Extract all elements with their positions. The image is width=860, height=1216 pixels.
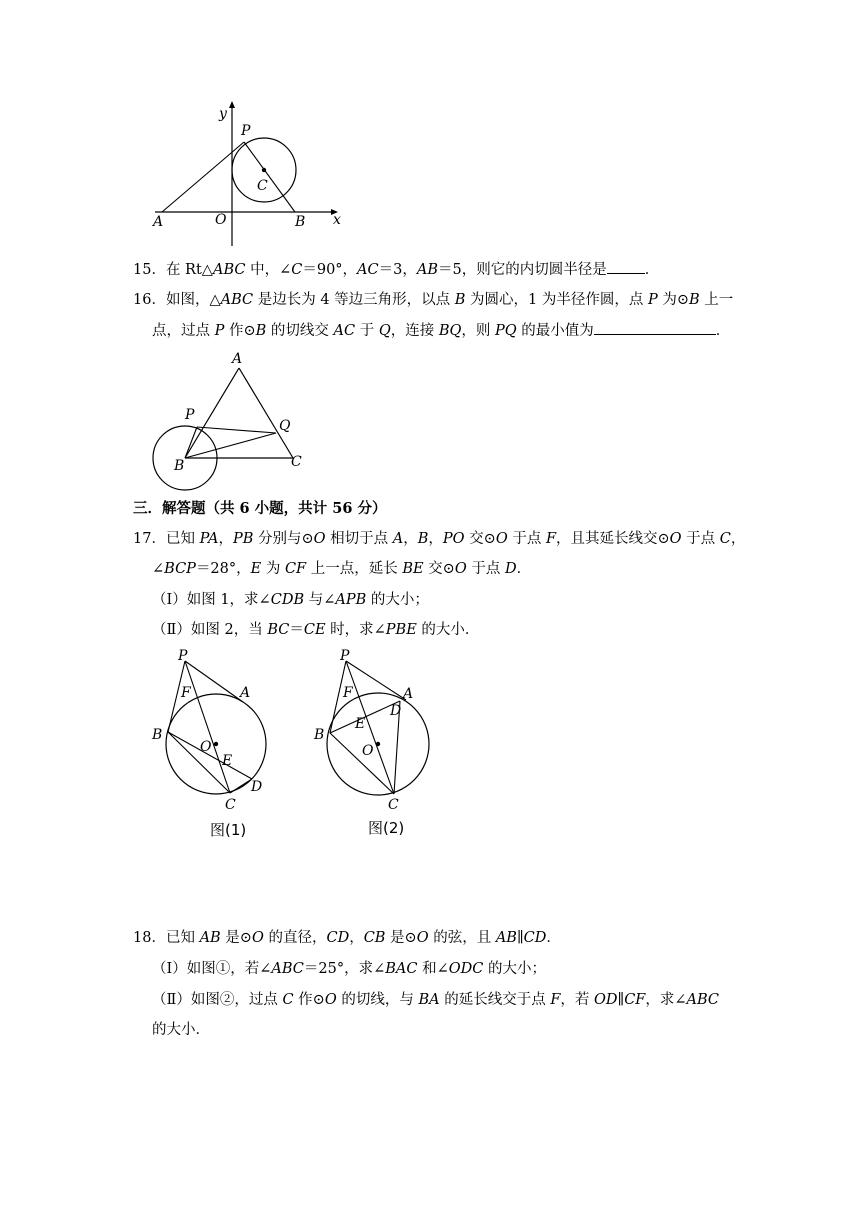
side-ac: [239, 368, 293, 458]
label-o: O: [215, 212, 227, 228]
q17-text: ，: [403, 531, 418, 547]
q17-var: BE: [402, 561, 424, 577]
caption-figure-2: 图(2): [368, 819, 405, 837]
q17-var: APB: [335, 592, 367, 608]
line-pc: [185, 661, 233, 793]
q18-var: O: [251, 930, 264, 946]
q15-text: ＝90°，: [302, 262, 358, 278]
q18-var: ABC: [271, 961, 304, 977]
q17-text: ＝: [289, 622, 304, 638]
q17-var: C: [719, 531, 731, 547]
q18-text: （Ⅱ）如图②，过点: [152, 992, 283, 1008]
q18-var: O: [324, 992, 337, 1008]
q17-text: ，且其延长线交⊙: [556, 531, 670, 547]
figure-q17-2: [312, 645, 442, 843]
label-f: F: [181, 685, 191, 701]
q17-text: 分别与⊙: [253, 531, 314, 547]
q16-var: BQ: [438, 323, 462, 339]
label-b: B: [174, 458, 185, 474]
q17-var: O: [669, 531, 682, 547]
q17-text: 时，求∠: [325, 622, 386, 638]
question-17-part-1: [152, 590, 429, 610]
q16-var: PQ: [494, 323, 517, 339]
q17-text: 17．已知: [133, 531, 200, 547]
answer-blank-15: [607, 259, 645, 274]
q18-text: 是⊙: [385, 930, 417, 946]
label-p: P: [241, 123, 251, 139]
label-c: C: [257, 178, 268, 194]
q17-text: ，: [218, 531, 233, 547]
q18-text: ∥: [516, 930, 524, 946]
tangent-pq: [197, 427, 276, 433]
label-y: y: [219, 106, 227, 122]
question-17-line-1: [133, 529, 745, 549]
y-axis-arrow-icon: [229, 101, 235, 108]
q16-var: AC: [333, 323, 356, 339]
q15-text: 15．在 Rt△: [133, 262, 213, 278]
q16-var: Q: [378, 323, 391, 339]
q17-text: ，: [428, 531, 443, 547]
q16-text: 为圆心，1 为半径作圆，点: [465, 292, 648, 308]
figure-q17-1: [148, 645, 276, 843]
center-o-dot: [214, 742, 218, 746]
label-o: O: [362, 743, 374, 759]
q18-var: BA: [418, 992, 440, 1008]
q17-var: BCP: [164, 561, 196, 577]
tangent-pa: [185, 661, 243, 702]
q17-text: ，: [730, 531, 746, 547]
q17-text: 的大小．: [416, 622, 480, 638]
q18-text: ，: [349, 930, 364, 946]
q15-text: ＝5，则它的内切圆半径是: [438, 262, 607, 278]
question-15: [133, 259, 659, 280]
label-e: E: [222, 753, 233, 769]
label-p: P: [185, 407, 195, 423]
q16-text: 于: [355, 323, 379, 339]
q16-text: 上一: [699, 292, 734, 308]
question-18-part-2: [152, 990, 719, 1010]
q17-var: PO: [442, 531, 465, 547]
label-e: E: [355, 716, 366, 732]
q18-var: O: [416, 930, 429, 946]
center-o-dot: [376, 742, 380, 746]
q17-var: O: [454, 561, 467, 577]
q16-text: ，则: [461, 323, 495, 339]
q16-text: 是边长为 4 等边三角形，以点: [253, 292, 455, 308]
q18-text: ．: [546, 930, 561, 946]
q17-text: 的大小；: [366, 592, 429, 608]
q16-var: P: [214, 323, 225, 339]
line-pc: [346, 661, 394, 794]
q17-var: F: [545, 531, 556, 547]
q15-var: C: [291, 262, 303, 278]
q15-text: ＝3，: [378, 262, 417, 278]
question-18-part-2-cont: 的大小．: [152, 1022, 210, 1038]
q16-text: ．: [715, 323, 731, 339]
q15-text: 中，∠: [245, 262, 292, 278]
q17-var: CDB: [270, 592, 305, 608]
segment-bq: [185, 433, 276, 458]
q18-text: 的延长线交于点: [439, 992, 551, 1008]
chord-bc: [168, 732, 233, 793]
question-18-part-1: [152, 959, 546, 979]
q17-var: D: [504, 561, 517, 577]
q17-var: A: [392, 531, 404, 547]
label-d: D: [390, 703, 402, 719]
q17-text: （Ⅰ）如图 1，求∠: [152, 592, 271, 608]
q18-text: 是⊙: [220, 930, 252, 946]
q18-var: C: [282, 992, 294, 1008]
answer-blank-16: [594, 320, 716, 335]
q17-var: E: [250, 561, 262, 577]
q17-text: ∠: [152, 561, 165, 577]
q16-text: 点，过点: [152, 323, 215, 339]
q17-var: PBE: [385, 622, 417, 638]
q16-text: ，连接: [390, 323, 439, 339]
label-q: Q: [279, 418, 291, 434]
label-c: C: [388, 797, 399, 813]
q17-text: 于点: [507, 531, 546, 547]
label-a: A: [240, 685, 251, 701]
q17-var: O: [313, 531, 326, 547]
q17-var: BC: [267, 622, 290, 638]
chord-cd: [230, 779, 252, 793]
q18-var: CD: [326, 930, 350, 946]
q17-text: 交⊙: [464, 531, 496, 547]
q17-var: B: [417, 531, 429, 547]
q15-var: AB: [416, 262, 438, 278]
figure-coordinate-circle: [140, 98, 355, 250]
q16-text: 的切线交: [266, 323, 334, 339]
q17-var: PA: [199, 531, 219, 547]
q18-var: OD: [593, 992, 618, 1008]
label-b: B: [152, 727, 163, 743]
q18-var: AB: [495, 930, 517, 946]
label-c: C: [291, 454, 302, 470]
q16-var: B: [689, 292, 700, 308]
label-p: P: [178, 648, 188, 664]
q16-var: ABC: [220, 292, 254, 308]
q18-text: 18．已知: [133, 930, 200, 946]
q17-var: O: [495, 531, 508, 547]
label-a: A: [403, 686, 414, 702]
q18-var: AB: [199, 930, 221, 946]
q18-var: CF: [624, 992, 646, 1008]
label-b: B: [295, 214, 306, 230]
q17-var: PB: [232, 531, 254, 547]
label-b: B: [314, 727, 325, 743]
q16-text: 为⊙: [657, 292, 690, 308]
q16-var: B: [454, 292, 466, 308]
q17-text: ＝28°，: [195, 561, 251, 577]
q18-var: ABC: [686, 992, 720, 1008]
q18-text: 作⊙: [293, 992, 325, 1008]
label-d: D: [251, 779, 263, 795]
q18-var: CD: [523, 930, 547, 946]
q18-text: 和∠: [417, 961, 449, 977]
label-a: A: [232, 351, 243, 367]
q18-text: ，求∠: [645, 992, 687, 1008]
q16-text: 16．如图，△: [133, 292, 221, 308]
q16-text: 的最小值为: [516, 323, 594, 339]
q18-var: BAC: [385, 961, 418, 977]
q18-var: CB: [363, 930, 386, 946]
q17-text: 交⊙: [423, 561, 455, 577]
label-o: O: [200, 739, 212, 755]
q16-var: B: [255, 323, 267, 339]
q16-text: 作⊙: [224, 323, 256, 339]
label-f: F: [343, 685, 353, 701]
q15-var: ABC: [212, 262, 246, 278]
q18-text: 的切线，与: [336, 992, 419, 1008]
q17-text: 于点: [681, 531, 720, 547]
question-16-line-2: [152, 320, 730, 341]
q17-var: CF: [284, 561, 307, 577]
question-18-line-1: [133, 928, 561, 948]
q18-text: ＝25°，求∠: [303, 961, 386, 977]
q18-text: ∥: [617, 992, 625, 1008]
q18-var: ODC: [448, 961, 484, 977]
q16-var: P: [648, 292, 658, 308]
question-16-line-1: [133, 290, 733, 310]
q17-var: CE: [303, 622, 326, 638]
label-a: A: [153, 214, 164, 230]
figure-q16: [145, 348, 315, 493]
q18-text: （Ⅰ）如图①，若∠: [152, 961, 272, 977]
q17-text: 于点: [466, 561, 505, 577]
caption-figure-1: 图(1): [210, 821, 247, 839]
label-x: x: [333, 212, 341, 228]
q15-text: ．: [644, 262, 660, 278]
label-c: C: [225, 797, 236, 813]
q18-var: F: [550, 992, 561, 1008]
section-title: 三．解答题（共 6 小题，共计 56 分）: [133, 500, 387, 517]
q17-text: 上一点，延长: [306, 561, 403, 577]
q17-text: 为: [261, 561, 285, 577]
segment-bp: [185, 427, 197, 458]
label-p: P: [340, 648, 350, 664]
q15-var: AC: [357, 262, 379, 278]
q18-text: ，若: [560, 992, 594, 1008]
q17-text: ．: [516, 561, 532, 577]
q17-text: 与∠: [304, 592, 336, 608]
tangent-pa: [346, 661, 406, 700]
q17-text: （Ⅱ）如图 2，当: [152, 622, 268, 638]
question-17-line-2: [152, 559, 531, 579]
q18-text: 的大小；: [483, 961, 546, 977]
q18-text: 的直径，: [263, 930, 327, 946]
question-17-part-2: [152, 620, 479, 640]
q18-text: 的弦，且: [428, 930, 496, 946]
q17-text: 相切于点: [325, 531, 393, 547]
